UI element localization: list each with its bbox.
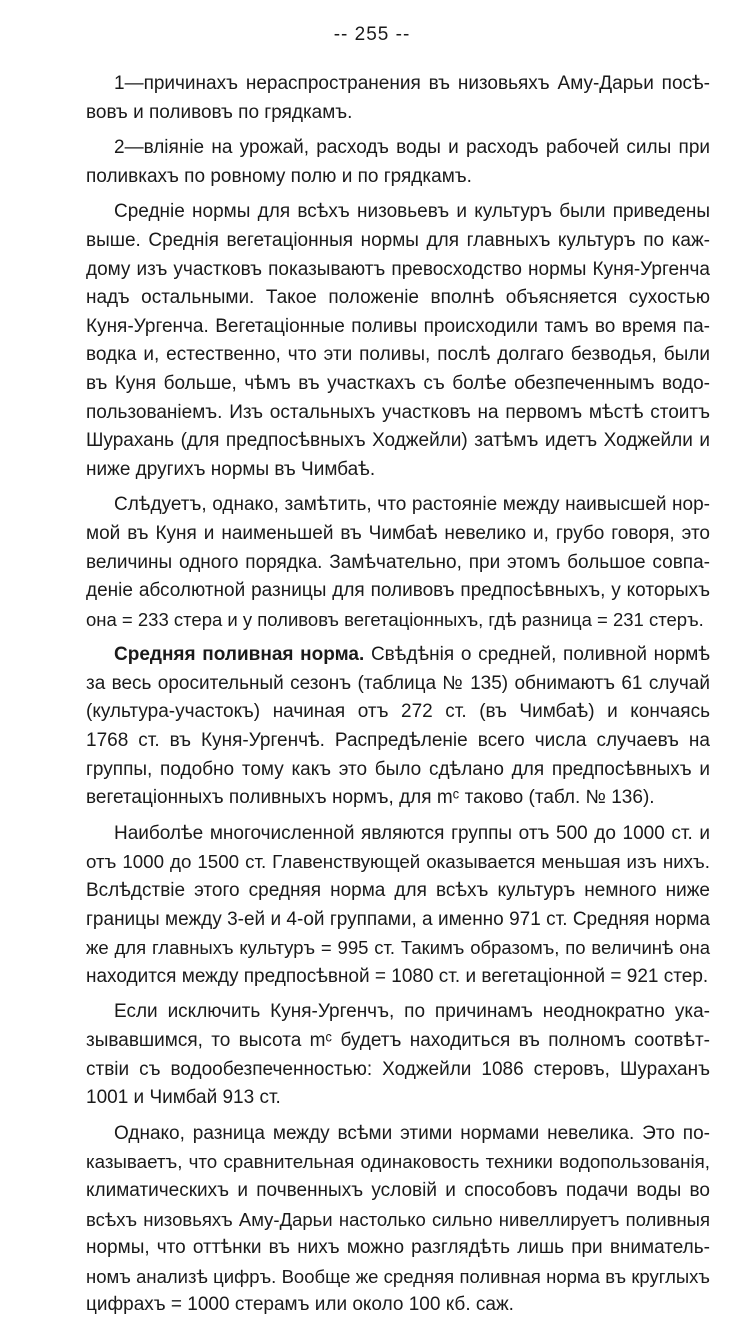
text-line: 2—вліяніе на урожай, расходъ воды и расходъ рабочей силы при (114, 137, 710, 159)
text-line: надъ остальными. Такое положеніе вполнѣ объясняется сухостью (86, 287, 710, 309)
text-line: пользованіемъ. Изъ остальныхъ участковъ на первомъ мѣстѣ стоитъ (86, 401, 710, 423)
text-line-rest: Свѣдѣнія о средней, поливной нормѣ (364, 644, 710, 666)
text-line: Вслѣдствіе этого средняя норма для всѣхъ культуръ немного ниже (86, 880, 710, 902)
text-line: находится между предпосѣвной = 1080 ст. и вегетаціонной = 921 стер. (86, 965, 709, 987)
text-line: 1—причинахъ нераспространения въ низовьяхъ Аму-Дарьи посѣ- (114, 73, 710, 94)
text-line: Если исключить Куня-Ургенчъ, по причинамъ неоднократно ука- (114, 1001, 710, 1023)
text-line: казываетъ, что сравнительная одинаковость техники водопользованія, (86, 1151, 710, 1173)
paragraph-5 (86, 641, 710, 813)
text-line: въ Куня больше, чѣмъ въ участкахъ съ болѣе обезпеченнымъ водо- (86, 372, 710, 394)
body-text (86, 70, 710, 1327)
text-line: же для главныхъ культуръ = 995 ст. Такимъ образомъ, по величинѣ она (86, 937, 710, 959)
text-line: деніе абсолютной разницы для поливовъ предпосѣвныхъ, у которыхъ (86, 580, 710, 602)
text-line: границы между 3-ей и 4-ой группами, а именно 971 ст. Средняя норма (86, 908, 710, 930)
page-number: -- 255 -- (333, 24, 411, 45)
paragraph-3 (86, 198, 710, 484)
text-line: она = 233 стера и у поливовъ вегетаціонныхъ, гдѣ разница = 231 стеръ. (86, 608, 704, 630)
text-line: мой въ Куня и наименьшей въ Чимбаѣ невелико и, грубо говоря, это (86, 522, 710, 544)
text-line (86, 641, 710, 670)
paragraph-6 (86, 820, 710, 992)
text-line: величины одного порядка. Замѣчательно, при этомъ большое совпа- (86, 551, 710, 573)
text-line: Куня-Ургенча. Вегетаціонные поливы происходили тамъ во время па- (86, 315, 710, 337)
paragraph-2 (86, 134, 710, 191)
text-line: ниже другихъ нормы въ Чимбаѣ. (86, 458, 376, 480)
text-line: Шурахань (для предпосѣвныхъ Ходжейли) затѣмъ идетъ Ходжейли и (86, 430, 710, 452)
paragraph-7 (86, 998, 710, 1112)
text-line: поливкахъ по ровному полю и по грядкамъ. (86, 165, 472, 187)
text-line: Наиболѣе многочисленной являются группы отъ 500 до 1000 ст. и (114, 822, 710, 844)
section-heading: Средняя поливная норма. (114, 644, 365, 666)
text-line: зывавшимся, то высота mᶜ будетъ находиться въ полномъ соотвѣт- (86, 1030, 710, 1051)
text-line: всѣхъ низовьяхъ Аму-Дарьи настолько сильно нивеллируетъ поливныя (86, 1208, 710, 1230)
text-line: вегетаціонныхъ поливныхъ нормъ, для mᶜ таково (табл. № 136). (86, 787, 655, 809)
paragraph-8 (86, 1120, 710, 1320)
text-line: климатическихъ и почвенныхъ условій и способовъ подачи воды во (86, 1179, 710, 1201)
text-line: цифрахъ = 1000 стерамъ или около 100 кб. саж. (86, 1294, 514, 1316)
paragraph-4 (86, 491, 710, 634)
text-line: (культура-участокъ) начиная отъ 272 ст. (въ Чимбаѣ) и кончаясь (86, 701, 710, 723)
text-line: 1001 и Чимбай 913 ст. (86, 1087, 281, 1109)
text-line: нормы, что оттѣнки въ нихъ можно разглядѣть лишь при вниматель- (86, 1237, 710, 1259)
text-line: Однако, разница между всѣми этими нормами невелика. Это по- (114, 1122, 710, 1144)
text-line: выше. Среднія вегетаціонныя нормы для главныхъ культуръ по каж- (86, 229, 710, 251)
text-line: Средніе нормы для всѣхъ низовьевъ и культуръ были приведены (114, 201, 710, 223)
text-line: за весь оросительный сезонъ (таблица № 135) обнимаютъ 61 случай (86, 672, 710, 694)
text-line: номъ анализѣ цифръ. Вообще же средняя поливная норма въ круглыхъ (86, 1265, 710, 1287)
text-line: вовъ и поливовъ по грядкамъ. (86, 101, 353, 123)
text-line: отъ 1000 до 1500 ст. Главенствующей оказывается меньшая изъ нихъ. (86, 851, 710, 873)
text-line: 1768 ст. въ Куня-Ургенчѣ. Распредѣленіе всего числа случаевъ на (86, 730, 710, 752)
text-line: Слѣдуетъ, однако, замѣтить, что растояніе между наивысшей нор- (114, 494, 710, 516)
text-line: дому изъ участковъ показываютъ превосходство нормы Куня-Ургенча (86, 258, 710, 280)
text-line: группы, подобно тому какъ это было сдѣлано для предпосѣвныхъ и (86, 758, 710, 780)
text-line: водка и, естественно, что эти поливы, послѣ долгаго безводья, были (86, 344, 710, 366)
paragraph-1 (86, 70, 710, 127)
text-line: ствіи съ водообезпеченностью: Ходжейли 1086 стеровъ, Шураханъ (86, 1058, 710, 1080)
